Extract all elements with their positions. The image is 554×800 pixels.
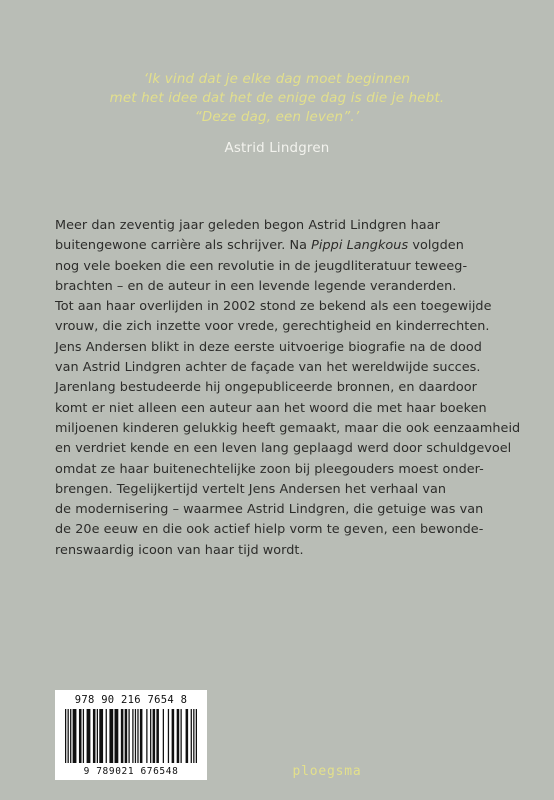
blurb-text-segment: Meer dan zeventig jaar geleden begon Astrid Lindgren haar	[55, 218, 440, 233]
blurb-line	[55, 236, 525, 256]
blurb-text-segment: renswaardig icoon van haar tijd wordt.	[55, 542, 304, 558]
blurb-text-segment: vrouw, die zich inzette voor vrede, gerechtigheid en kinderrechten.	[55, 319, 490, 335]
barcode-bar	[191, 709, 192, 763]
barcode-bar	[79, 709, 82, 763]
blurb-line	[55, 439, 525, 459]
barcode-bar	[106, 709, 107, 763]
barcode-bar	[163, 709, 164, 763]
barcode-bar	[137, 709, 138, 763]
barcode-bar	[153, 709, 156, 763]
barcode-bar	[125, 709, 128, 763]
barcode-bar	[68, 709, 69, 763]
barcode-bar	[196, 709, 197, 763]
blurb-line	[55, 399, 525, 419]
blurb-text-segment: Jens Andersen blikt in deze eerste uitvoerige biografie na de dood	[55, 339, 482, 355]
blurb-line	[55, 338, 525, 358]
blurb-line	[55, 297, 525, 317]
barcode-bar	[99, 709, 103, 763]
barcode-bar	[121, 709, 124, 763]
barcode-bar	[97, 709, 98, 763]
epigraph-quote	[0, 70, 554, 156]
barcode-bar	[156, 709, 159, 763]
quote-line: met het idee dat het de enige dag is die je hebt.	[109, 91, 445, 106]
barcode-bar	[128, 709, 129, 763]
blurb-line	[55, 460, 525, 480]
blurb-text	[55, 216, 525, 561]
barcode-bar	[146, 709, 147, 763]
barcode-bar	[186, 709, 189, 763]
ean-digits: 9 789021 676548	[83, 766, 179, 777]
blurb-line	[55, 541, 525, 561]
barcode-bar	[177, 709, 180, 763]
blurb-text-segment: van Astrid Lindgren achter de façade van het wereldwijde succes.	[55, 360, 481, 376]
book-title-italic: Pippi Langkous	[311, 238, 409, 254]
barcode-bar	[87, 709, 91, 763]
barcode-bar	[135, 709, 136, 763]
blurb-line	[55, 257, 525, 277]
barcode-bar	[168, 709, 169, 763]
blurb-line	[55, 358, 525, 378]
blurb-text-segment: Jarenlang bestudeerde hij ongepubliceerde bronnen, en daardoor	[55, 380, 477, 396]
barcode-bar	[150, 709, 151, 763]
blurb-line	[55, 378, 525, 398]
blurb-text-segment: volgden	[408, 238, 464, 254]
blurb-text-segment: miljoenen kinderen gelukkig heeft gemaakt, maar die ook eenzaamheid	[55, 420, 521, 436]
quote-author: Astrid Lindgren	[224, 141, 330, 156]
barcode-bar	[70, 709, 71, 763]
blurb-text-segment: brengen. Tegelijkertijd vertelt Jens Andersen het verhaal van	[55, 481, 447, 497]
barcode-bar	[93, 709, 96, 763]
blurb-line	[55, 480, 525, 500]
barcode-bar	[73, 709, 77, 763]
quote-line: ‘Ik vind dat je elke dag moet beginnen	[143, 72, 411, 87]
barcode-bar	[172, 709, 175, 763]
barcode-bar	[115, 709, 119, 763]
blurb-text-segment: komt er niet alleen een auteur aan het woord die met haar boeken	[55, 400, 487, 416]
blurb-text-segment: brachten – en de auteur in een levende legende veranderden.	[55, 278, 457, 294]
blurb-text-segment: de 20e eeuw en die ook actief hielp vorm te geven, een bewonde-	[55, 522, 484, 538]
barcode-bar	[132, 709, 133, 763]
blurb-line	[55, 419, 525, 439]
isbn-number: 978 90 216 7654 8	[74, 694, 188, 706]
blurb-line	[55, 520, 525, 540]
blurb-text-segment: de modernisering – waarmee Astrid Lindgren, die getuige was van	[55, 502, 484, 518]
barcode-bar	[140, 709, 143, 763]
blurb-line	[55, 277, 525, 297]
barcode-bar	[193, 709, 194, 763]
barcode-bar	[109, 709, 113, 763]
blurb-line	[55, 216, 525, 236]
barcode-bars	[65, 709, 197, 763]
barcode-bar	[65, 709, 66, 763]
blurb-text-segment: Tot aan haar overlijden in 2002 stond ze bekend als een toegewijde	[55, 299, 492, 315]
blurb-line	[55, 317, 525, 337]
blurb-text-segment: buitengewone carrière als schrijver. Na	[55, 238, 312, 254]
blurb-text-segment: nog vele boeken die een revolutie in de jeugdliteratuur teweeg-	[55, 258, 468, 274]
publisher-logo: ploegsma	[292, 764, 362, 779]
barcode-bar	[181, 709, 182, 763]
barcode-bar	[83, 709, 84, 763]
blurb-line	[55, 500, 525, 520]
blurb-text-segment: en verdriet kende en een leven lang geplaagd werd door schuldgevoel	[55, 441, 512, 457]
blurb-text-segment: omdat ze haar buitenechtelijke zoon bij pleegouders moest onder-	[55, 461, 484, 477]
quote-line: “Deze dag, een leven”.’	[194, 110, 360, 125]
